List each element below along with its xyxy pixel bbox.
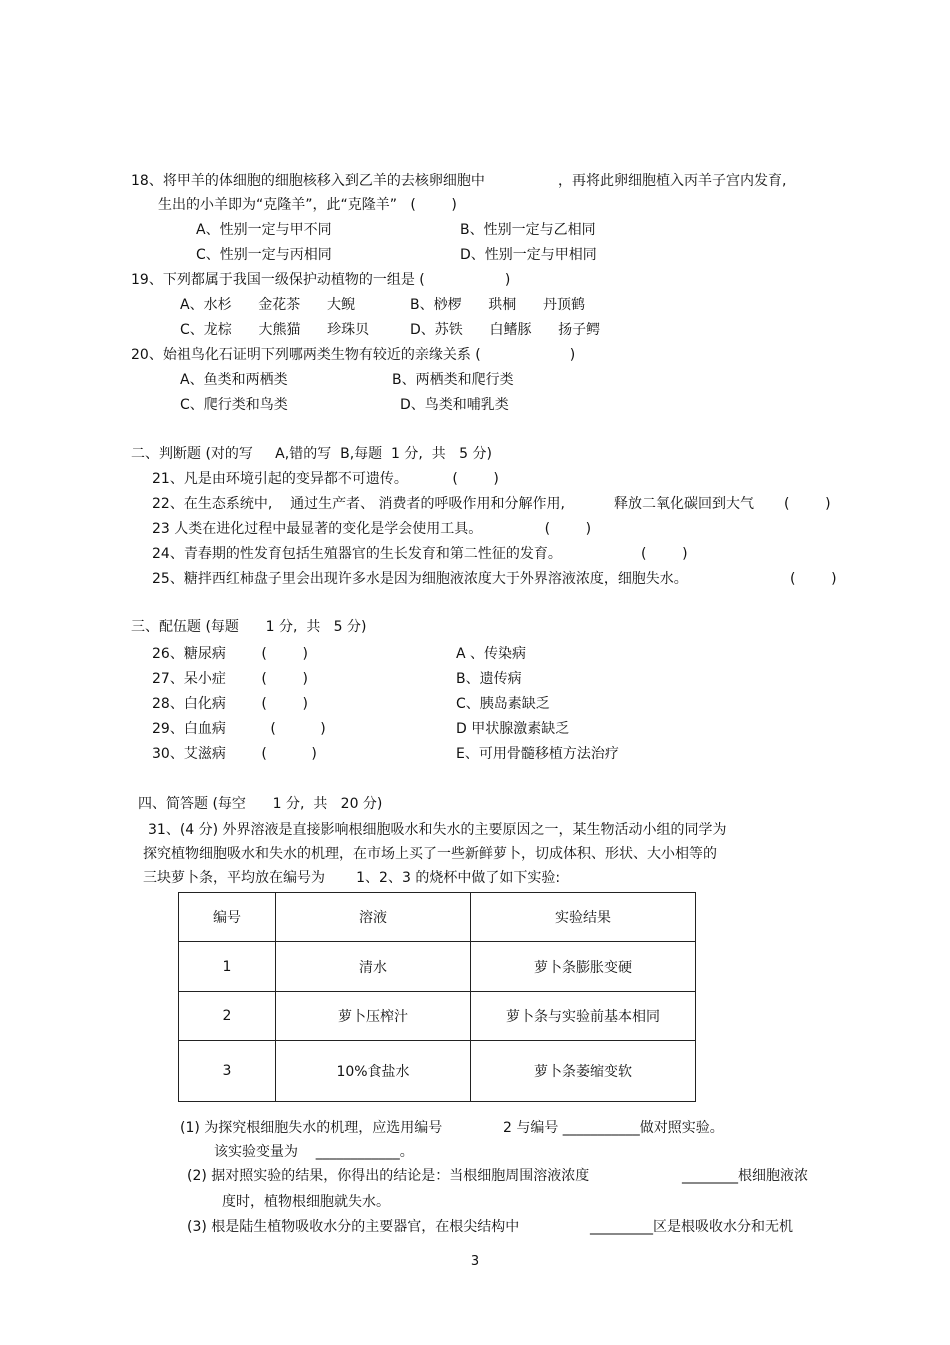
q18-stem-line1b: ，再将此卵细胞植入丙羊子宫内发育,: [558, 173, 787, 189]
table-cell: 萝卜条萎缩变软: [471, 1041, 696, 1102]
table-row: [179, 992, 696, 1041]
q31-line3: 三块萝卜条，平均放在编号为 1、2、3 的烧杯中做了如下实验:: [143, 870, 561, 886]
q18-option-d: D、性别一定与甲相同: [460, 247, 597, 263]
match-option-c: C、胰岛素缺乏: [456, 696, 550, 712]
table-cell: 3: [179, 1041, 276, 1102]
q20-stem: 20、始祖鸟化石证明下列哪两类生物有较近的亲缘关系 ( ): [131, 347, 576, 363]
q31-sub3-part1: (3) 根是陆生植物吸收水分的主要器官，在根尖结构中: [187, 1219, 520, 1235]
q31-line2: 探究植物细胞吸水和失水的机理，在市场上买了一些新鲜萝卜，切成体积、形状、大小相等的: [143, 846, 717, 862]
match-option-e: E、可用骨髓移植方法治疗: [456, 746, 619, 762]
q23: 23 人类在进化过程中最显著的变化是学会使用工具。 ( ): [152, 521, 592, 537]
page-number: 3: [470, 1254, 480, 1269]
table-cell: 1: [179, 942, 276, 992]
q28: 28、白化病 ( ): [152, 696, 308, 712]
q19-option-d: D、苏铁 白鳍豚 扬子鳄: [410, 322, 601, 338]
q31-sub2-part2: ________根细胞液浓: [682, 1168, 808, 1184]
match-option-a: A 、传染病: [456, 646, 527, 662]
section3-title: 三、配伍题 (每题 1 分, 共 5 分): [131, 619, 367, 635]
q20-option-d: D、鸟类和哺乳类: [400, 397, 509, 413]
q29: 29、白血病 ( ): [152, 721, 326, 737]
q22-bracket: ( ): [784, 496, 831, 512]
q25: 25、糖拌西红柿盘子里会出现许多水是因为细胞液浓度大于外界溶液浓度，细胞失水。: [152, 571, 688, 587]
q26: 26、糖尿病 ( ): [152, 646, 308, 662]
q31-sub1-part1: (1) 为探究根细胞失水的机理，应选用编号: [180, 1120, 443, 1136]
q24: 24、青春期的性发育包括生殖器官的生长发育和第二性征的发育。: [152, 546, 562, 562]
q19-option-a: A、水杉 金花茶 大鲵: [180, 297, 355, 313]
q22-part1: 22、在生态系统中, 通过生产者、 消费者的呼吸作用和分解作用,: [152, 496, 565, 512]
section4-title: 四、简答题 (每空 1 分, 共 20 分): [138, 796, 383, 812]
table-cell: 清水: [276, 942, 471, 992]
table-cell: 萝卜条膨胀变硬: [471, 942, 696, 992]
q18-stem-line2: 生出的小羊即为“克隆羊”，此“克隆羊” ( ): [158, 197, 457, 213]
q20-option-b: B、两栖类和爬行类: [392, 372, 514, 388]
table-row: [179, 1041, 696, 1102]
q18-option-c: C、性别一定与丙相同: [196, 247, 332, 263]
table-cell: 10%食盐水: [276, 1041, 471, 1102]
table-cell: 萝卜压榨汁: [276, 992, 471, 1041]
q19-stem: 19、下列都属于我国一级保护动植物的一组是 ( ): [131, 272, 511, 288]
section2-title: 二、判断题 (对的写 A,错的写 B,每题 1 分, 共 5 分): [131, 446, 492, 462]
q30: 30、艾滋病 ( ): [152, 746, 317, 762]
q27: 27、呆小症 ( ): [152, 671, 308, 687]
q18-option-b: B、性别一定与乙相同: [460, 222, 596, 238]
table-header-cell: 实验结果: [471, 893, 696, 942]
q18-option-a: A、性别一定与甲不同: [196, 222, 332, 238]
q31-sub1-part2: 2 与编号 ___________做对照实验。: [503, 1120, 724, 1136]
q25-bracket: ( ): [790, 571, 837, 587]
q31-sub3-part2: _________区是根吸收水分和无机: [590, 1219, 793, 1235]
q21: 21、凡是由环境引起的变异都不可遗传。 ( ): [152, 471, 499, 487]
table-cell: 2: [179, 992, 276, 1041]
table-header-row: [179, 893, 696, 942]
match-option-b: B、遗传病: [456, 671, 522, 687]
q31-sub2-part1: (2) 据对照实验的结果，你得出的结论是：当根细胞周围溶液浓度: [187, 1168, 590, 1184]
table-cell: 萝卜条与实验前基本相同: [471, 992, 696, 1041]
q31-line1: 31、(4 分) 外界溶液是直接影响根细胞吸水和失水的主要原因之一，某生物活动小组的同学为: [148, 822, 727, 838]
match-option-d: D 甲状腺激素缺乏: [456, 721, 570, 737]
q19-option-c: C、龙棕 大熊猫 珍珠贝: [180, 322, 370, 338]
q22-part2: 释放二氧化碳回到大气: [614, 496, 754, 512]
table-row: [179, 942, 696, 992]
q31-sub2-part3: 度时，植物根细胞就失水。: [222, 1194, 390, 1210]
q20-option-a: A、鱼类和两栖类: [180, 372, 288, 388]
q18-stem-line1a: 18、将甲羊的体细胞的细胞核移入到乙羊的去核卵细胞中: [131, 173, 485, 189]
q19-option-b: B、桫椤 珙桐 丹顶鹤: [410, 297, 586, 313]
q31-sub1-variable: 该实验变量为 ____________。: [214, 1144, 414, 1160]
table-header-cell: 溶液: [276, 893, 471, 942]
table-header-cell: 编号: [179, 893, 276, 942]
q24-bracket: ( ): [641, 546, 688, 562]
experiment-table: [178, 892, 696, 1102]
q20-option-c: C、爬行类和鸟类: [180, 397, 288, 413]
